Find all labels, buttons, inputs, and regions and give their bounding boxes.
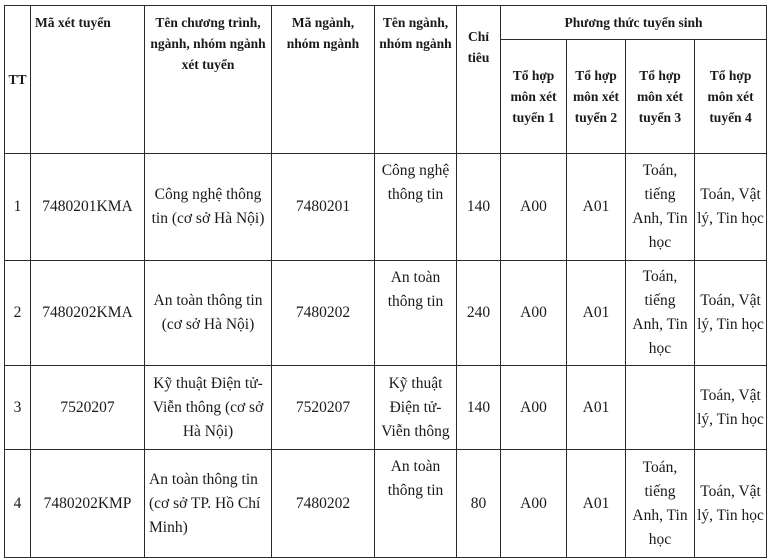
cell-to-hop-2: A01 — [567, 450, 626, 558]
cell-to-hop-3: Toán, tiếng Anh, Tin học — [626, 261, 695, 366]
cell-chi-tieu: 80 — [457, 450, 501, 558]
cell-tt: 4 — [5, 450, 31, 558]
cell-tt: 3 — [5, 366, 31, 450]
cell-to-hop-2: A01 — [567, 261, 626, 366]
cell-to-hop-4: Toán, Vật lý, Tin học — [695, 154, 767, 261]
cell-ma-xet-tuyen: 7480202KMA — [31, 261, 145, 366]
admissions-table — [4, 5, 767, 558]
cell-ma-nganh: 7480202 — [272, 261, 375, 366]
header-ma-xet-tuyen: Mã xét tuyển — [31, 6, 145, 154]
cell-ma-nganh: 7520207 — [272, 366, 375, 450]
cell-ten-nganh: Kỹ thuật Điện tử-Viễn thông — [375, 366, 457, 450]
header-to-hop-3: Tổ hợp môn xét tuyển 3 — [626, 40, 695, 154]
cell-chi-tieu: 140 — [457, 154, 501, 261]
cell-tt: 1 — [5, 154, 31, 261]
table-row — [5, 450, 767, 558]
cell-to-hop-1: A00 — [501, 154, 567, 261]
cell-to-hop-1: A00 — [501, 450, 567, 558]
header-to-hop-2: Tổ hợp môn xét tuyển 2 — [567, 40, 626, 154]
table-row — [5, 154, 767, 261]
header-chi-tieu: Chỉ tiêu — [457, 6, 501, 154]
cell-to-hop-2: A01 — [567, 154, 626, 261]
cell-chi-tieu: 140 — [457, 366, 501, 450]
header-tt: TT — [5, 6, 31, 154]
cell-ma-nganh: 7480202 — [272, 450, 375, 558]
cell-to-hop-4: Toán, Vật lý, Tin học — [695, 261, 767, 366]
cell-to-hop-3: Toán, tiếng Anh, Tin học — [626, 450, 695, 558]
table-row — [5, 366, 767, 450]
header-to-hop-1: Tổ hợp môn xét tuyển 1 — [501, 40, 567, 154]
table-row — [5, 261, 767, 366]
cell-to-hop-3: Toán, tiếng Anh, Tin học — [626, 154, 695, 261]
cell-ten-nganh: Công nghệ thông tin — [375, 154, 457, 261]
cell-ten-nganh: An toàn thông tin — [375, 261, 457, 366]
cell-ma-xet-tuyen: 7520207 — [31, 366, 145, 450]
cell-to-hop-3 — [626, 366, 695, 450]
cell-ma-xet-tuyen: 7480201KMA — [31, 154, 145, 261]
header-to-hop-4: Tổ hợp môn xét tuyển 4 — [695, 40, 767, 154]
header-phuong-thuc: Phương thức tuyển sinh — [501, 6, 767, 40]
cell-to-hop-4: Toán, Vật lý, Tin học — [695, 450, 767, 558]
cell-to-hop-1: A00 — [501, 366, 567, 450]
header-ten-chuong-trinh: Tên chương trình, ngành, nhóm ngành xét tuyển — [145, 6, 272, 154]
header-ten-nganh: Tên ngành, nhóm ngành — [375, 6, 457, 154]
cell-to-hop-1: A00 — [501, 261, 567, 366]
cell-ten-chuong-trinh: Công nghệ thông tin (cơ sở Hà Nội) — [145, 154, 272, 261]
cell-to-hop-4: Toán, Vật lý, Tin học — [695, 366, 767, 450]
cell-ten-chuong-trinh: An toàn thông tin (cơ sở TP. Hồ Chí Minh) — [145, 450, 272, 558]
cell-chi-tieu: 240 — [457, 261, 501, 366]
cell-to-hop-2: A01 — [567, 366, 626, 450]
cell-ten-nganh: An toàn thông tin — [375, 450, 457, 558]
cell-ten-chuong-trinh: Kỹ thuật Điện tử-Viễn thông (cơ sở Hà Nội) — [145, 366, 272, 450]
cell-tt: 2 — [5, 261, 31, 366]
header-ma-nganh: Mã ngành, nhóm ngành — [272, 6, 375, 154]
cell-ma-nganh: 7480201 — [272, 154, 375, 261]
cell-ma-xet-tuyen: 7480202KMP — [31, 450, 145, 558]
cell-ten-chuong-trinh: An toàn thông tin (cơ sở Hà Nội) — [145, 261, 272, 366]
